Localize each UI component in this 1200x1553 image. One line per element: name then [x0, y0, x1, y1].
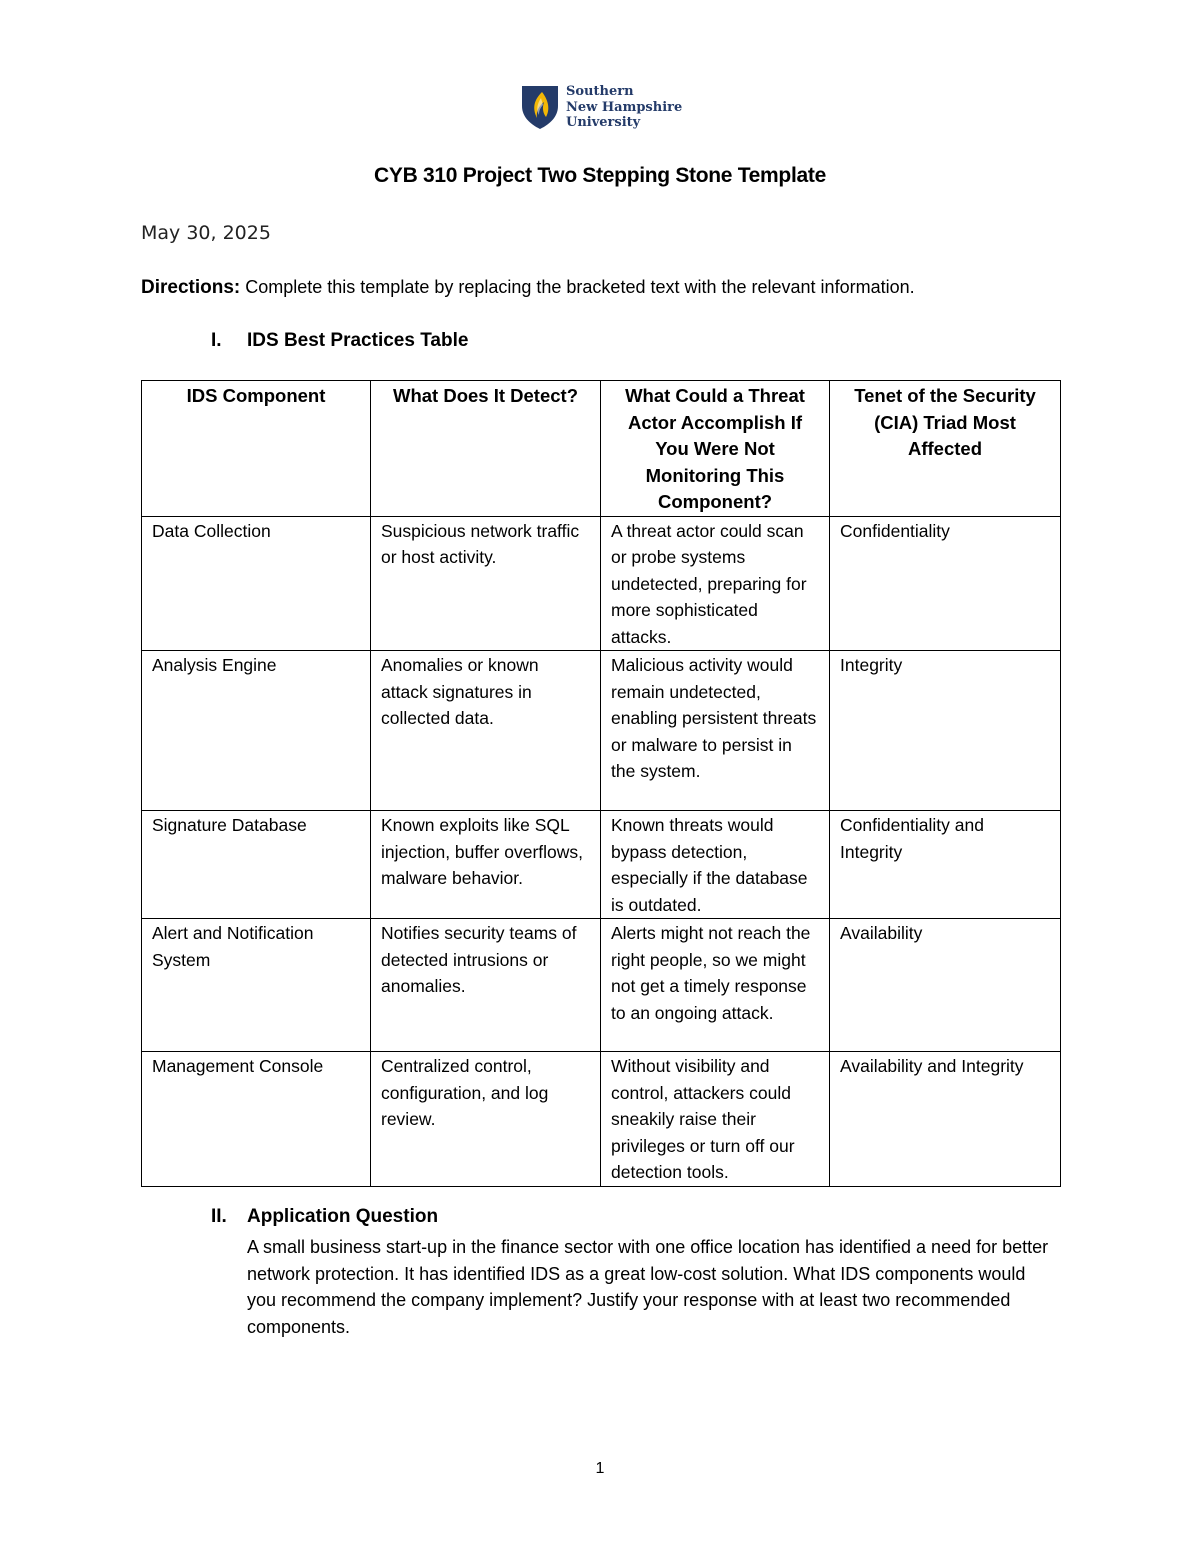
table-cell: Availability: [830, 919, 1061, 1052]
column-header: What Does It Detect?: [371, 381, 601, 517]
application-question-text: A small business start-up in the finance sector with one office location has identified a need for better network protection. It has identified IDS as a great low-cost solution. What IDS components would you recommend the company implement? Justify your response with at least two recommended components.: [247, 1237, 1049, 1337]
table-cell: Alert and Notification System: [142, 919, 371, 1052]
table-row: [142, 811, 1061, 919]
table-row: [142, 516, 1061, 651]
shield-flame-icon: [520, 84, 560, 130]
table-cell: Malicious activity would remain undetected, enabling persistent threats or malware to persist in the system.: [601, 651, 830, 811]
table-row: [142, 651, 1061, 811]
table-cell: Notifies security teams of detected intrusions or anomalies.: [371, 919, 601, 1052]
table-cell: Centralized control, configuration, and log review.: [371, 1052, 601, 1187]
section-heading-ids-table: [211, 330, 468, 352]
table-cell: A threat actor could scan or probe systems undetected, preparing for more sophisticated attacks.: [601, 516, 830, 651]
table-cell: Confidentiality: [830, 516, 1061, 651]
table-row: [142, 919, 1061, 1052]
table-cell: Suspicious network traffic or host activity.: [371, 516, 601, 651]
column-header: IDS Component: [142, 381, 371, 517]
section-number: II.: [211, 1206, 227, 1227]
table-cell: Signature Database: [142, 811, 371, 919]
logo-line-1: Southern: [566, 84, 634, 99]
directions-label: Directions:: [141, 277, 241, 298]
table-cell: Analysis Engine: [142, 651, 371, 811]
directions: [141, 277, 915, 299]
table-cell: Anomalies or known attack signatures in collected data.: [371, 651, 601, 811]
logo-line-3: University: [566, 115, 641, 130]
university-logo: [520, 84, 690, 134]
table-cell: Known exploits like SQL injection, buffer overflows, malware behavior.: [371, 811, 601, 919]
section-title: IDS Best Practices Table: [247, 330, 469, 351]
table-row: [142, 1052, 1061, 1187]
section-number: I.: [211, 330, 222, 351]
table-cell: Integrity: [830, 651, 1061, 811]
table-cell: Data Collection: [142, 516, 371, 651]
table-cell: Known threats would bypass detection, especially if the database is outdated.: [601, 811, 830, 919]
table-cell: Availability and Integrity: [830, 1052, 1061, 1187]
directions-text: Complete this template by replacing the bracketed text with the relevant information.: [240, 277, 915, 297]
page-number: 1: [595, 1460, 605, 1477]
section-title: Application Question: [247, 1206, 439, 1227]
table-cell: Without visibility and control, attackers could sneakily raise their privileges or turn off our detection tools.: [601, 1052, 830, 1187]
document-date: May 30, 2025: [141, 222, 271, 244]
column-header: What Could a Threat Actor Accomplish If You Were Not Monitoring This Component?: [601, 381, 830, 517]
column-header: Tenet of the Security (CIA) Triad Most Affected: [830, 381, 1061, 517]
logo-wordmark: [566, 84, 696, 131]
logo-line-2: New Hampshire: [566, 99, 683, 115]
table-header-row: [142, 381, 1061, 517]
section-heading-application-question: [211, 1206, 438, 1228]
ids-best-practices-table: [141, 380, 1061, 1187]
table-cell: Alerts might not reach the right people, so we might not get a timely response to an ongoing attack.: [601, 919, 830, 1052]
table-cell: Management Console: [142, 1052, 371, 1187]
table-cell: Confidentiality and Integrity: [830, 811, 1061, 919]
document-title: CYB 310 Project Two Stepping Stone Template: [374, 164, 826, 187]
